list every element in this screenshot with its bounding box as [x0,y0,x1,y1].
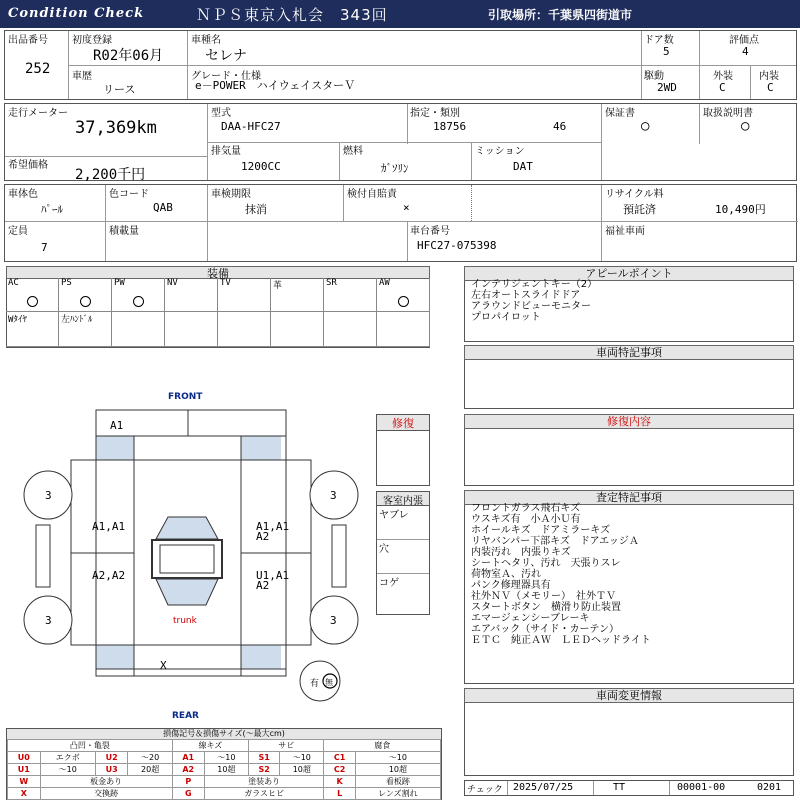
equipment-mark [6,296,58,310]
legend-meaning: 10超 [280,764,324,776]
info-row-2 [4,103,797,181]
type-label: 型式 [211,108,231,119]
legend-code: U0 [8,752,41,764]
price: 2,200千円 [75,167,146,183]
mark-right-rear-2: A2 [256,579,270,592]
mark-left-rear: A2,A2 [92,569,126,582]
inspection: 抹消 [245,203,267,216]
equipment-cell [271,312,324,347]
inspector-line: 荷物室Ａ、汚れ [471,569,541,580]
recycle-status: 預託済 [623,203,656,216]
inspector-line: エアバック（サイド・カーテン） [471,624,619,635]
body-color: ﾊﾟｰﾙ [41,203,63,216]
inspector-line: ホイールキズ ドアミラーキズ [471,525,611,536]
drive: 2WD [657,81,677,94]
special-notes-panel [464,345,794,409]
color-code: QAB [153,201,173,214]
appeal-line: プロパイロット [471,312,541,323]
change-panel [464,688,794,776]
legend-meaning: エクボ [40,752,95,764]
check-tt: TT [613,782,626,793]
legend-meaning: 交換跡 [40,788,172,800]
interior-title: 客室内張 [377,492,429,506]
legend-meaning: 板金あり [40,776,172,788]
inspector-panel [464,490,794,684]
equipment-cell [324,312,377,347]
legend-code: U2 [95,752,128,764]
mark-right-front-2: A2 [256,530,270,543]
drive-label: 駆動 [644,71,664,82]
legend-meaning: 〜20 [128,752,172,764]
legend-code: S2 [249,764,280,776]
grade-label: グレード・仕様 [191,71,261,82]
manual-label: 取扱説明書 [703,108,753,119]
inspector-line: シートヘタリ、汚れ 天張りスレ [471,558,621,569]
model-type: DAA-HFC27 [221,120,281,133]
grade: e－POWER ハイウェイスターＶ [195,79,356,92]
equipment-label: TV [220,278,231,288]
mark-bottom: X [160,659,167,672]
doors-label: ドア数 [644,35,674,46]
self-insurance: × [403,201,410,214]
inspect-label: 車検期限 [211,189,251,200]
class-no: 46 [553,120,567,133]
tire-fl: 3 [45,489,52,502]
fuel: ｶﾞｿﾘﾝ [381,162,409,175]
equipment-label: 革 [273,281,283,291]
legend-meaning: 20超 [128,764,172,776]
chassis-no: HFC27-075398 [417,239,497,252]
legend-code: A1 [172,752,204,764]
chassis-label: 車台番号 [410,226,450,237]
circle-mark [133,296,144,307]
legend-code: U3 [95,764,128,776]
name-label: 車種名 [191,35,221,46]
mark-roof-front: A1 [110,419,124,432]
inspector-line: パンク修理器具有 [471,580,551,591]
equipment-label: AW [379,278,390,288]
legend-meaning: 〜10 [40,764,95,776]
inspector-line: ＥＴＣ 純正ＡＷ ＬＥＤヘッドライト [471,635,651,646]
seats-label: 定員 [8,226,28,237]
equipment-mark [377,296,429,310]
reg-label: 初度登録 [72,35,112,46]
trunk-label: trunk [173,616,197,626]
warranty: ○ [641,118,650,134]
designation: 18756 [433,120,467,133]
inspector-line: リヤバンパー下部キズ ドアエッジＡ [471,536,639,547]
legend-header: サビ [249,740,324,752]
inspector-line: 内装汚れ 内張りキズ [471,547,571,558]
warranty-label: 保証書 [605,108,635,119]
auction-title: ＮＰＳ東京入札会 343回 [196,6,388,24]
equipment-cell [218,278,271,312]
check-id2: 0201 [757,782,782,793]
legend-code: K [324,776,355,788]
special-title: 車両特記事項 [464,345,794,360]
inspector-line: 社外ＮＶ（メモリー） 社外ＴＶ [471,591,616,602]
first-registration: R02年06月 [93,48,164,64]
interior-item: コゲ [379,578,399,589]
equipment-cell [165,312,218,347]
manual: ○ [741,118,750,134]
desig-label: 指定・類別 [410,108,460,119]
rear-label: REAR [172,711,199,721]
displacement: 1200CC [241,160,281,173]
recycle-label: リサイクル料 [605,189,664,200]
equipment-cell [6,278,59,312]
appeal-line: インテリジェントキー（2） [471,279,598,290]
legend-meaning: 〜10 [280,752,324,764]
logo: Condition Check [8,6,145,21]
appeal-line: 左右オートスライドドア [471,290,581,301]
score-label: 評価点 [729,35,759,46]
welfare-label: 福祉車両 [605,226,645,237]
load-label: 積載量 [109,226,139,237]
check-id1: 00001-00 [677,782,726,793]
equipment-label: 左ﾊﾝﾄﾞﾙ [61,315,93,325]
legend-code: C1 [324,752,355,764]
appeal-line: アラウンドビューモニター [471,301,591,312]
legend-code: P [172,776,204,788]
code-label: 色コード [109,189,149,200]
legend-header: 線キズ [172,740,248,752]
car-name: セレナ [205,48,247,64]
tire-rr: 3 [330,614,337,627]
spare-yes: 有 [310,679,320,689]
damage-legend [6,728,442,800]
inspector-line: フロントガラス飛石キズ [471,503,581,514]
circle-mark [27,296,38,307]
history-label: 車歴 [72,71,92,82]
equipment-mark [59,296,111,310]
pickup-location: 引取場所：千葉県四街道市 [488,8,633,22]
price-label: 希望価格 [8,160,48,171]
equipment-label: Wﾀｲﾔ [8,315,27,325]
equipment-label: NV [167,278,178,288]
circle-mark [80,296,91,307]
repair-box-label: 修復 [377,415,429,431]
seats: 7 [41,241,48,254]
mileage: 37,369km [75,118,157,138]
inspector-title: 査定特記事項 [464,490,794,505]
equipment-title: 装備 [6,266,430,279]
exterior-grade: C [719,81,726,94]
mission: DAT [513,160,533,173]
legend-meaning: 看板跡 [355,776,440,788]
fuel-label: 燃料 [343,146,363,157]
equipment-label: SR [326,278,337,288]
legend-code: W [8,776,41,788]
spare-no: 無 [325,678,333,687]
equipment-mark [112,296,164,310]
int-label: 内装 [759,71,779,82]
repair-title: 修復内容 [464,414,794,429]
equipment-cell [324,278,377,312]
tire-fr: 3 [330,489,337,502]
mileage-label: 走行メーター [8,108,68,119]
equipment-cell [377,278,430,312]
legend-code: U1 [8,764,41,776]
equipment-cell [112,312,165,347]
legend-header: 凸凹・亀裂 [8,740,173,752]
interior-box [376,491,430,615]
inspector-line: スタートボタン 横滑り防止装置 [471,602,621,613]
check-label: チェック [467,785,503,795]
legend-code: L [324,788,355,800]
footer-bar [464,780,794,796]
appeal-panel [464,266,794,342]
front-label: FRONT [168,392,203,402]
legend-meaning: 10超 [355,764,440,776]
ext-label: 外装 [713,71,733,82]
lot-no: 252 [25,61,51,77]
change-title: 車両変更情報 [464,688,794,703]
lot-no-label: 出品番号 [8,35,48,46]
color-label: 車体色 [8,189,38,200]
equipment-cell [377,312,430,347]
info-row-1 [4,30,797,100]
equipment-cell [218,312,271,347]
legend-code: A2 [172,764,204,776]
info-row-3 [4,184,797,262]
doors: 5 [663,45,670,58]
legend-meaning: 〜10 [355,752,440,764]
circle-mark [398,296,409,307]
equipment-label: PW [114,278,125,288]
legend-header: 腐食 [324,740,441,752]
equipment-cell [271,278,324,312]
interior-item: ヤブレ [377,506,429,540]
repair-box [376,414,430,486]
legend-meaning: レンズ割れ [355,788,440,800]
repair-panel [464,414,794,486]
legend-code: C2 [324,764,355,776]
equipment-cell [6,312,59,347]
inspector-line: エマージェンシーブレーキ [471,613,590,624]
legend-code: G [172,788,204,800]
legend-code: X [8,788,41,800]
equipment-cell [59,312,112,347]
legend-title: 損傷記号＆損傷サイズ(〜最大cm) [7,729,441,739]
check-date: 2025/07/25 [513,782,574,793]
legend-code: S1 [249,752,280,764]
mission-label: ミッション [475,146,525,157]
interior-grade: C [767,81,774,94]
tire-rl: 3 [45,614,52,627]
appeal-title: アピールポイント [464,266,794,281]
equipment-label: PS [61,278,72,288]
history: リース [103,83,136,96]
disp-label: 排気量 [211,146,241,157]
legend-meaning: 塗装あり [204,776,324,788]
inspector-line: ウスキズ有 小Ａ小Ｕ有 [471,514,581,525]
recycle-fee: 10,490円 [715,203,766,216]
header-bar [0,0,800,28]
equipment-cell [112,278,165,312]
score: 4 [742,45,749,58]
mark-right-rear-1: U1,A1 [256,569,290,582]
legend-meaning: 10超 [204,764,248,776]
equipment-cell [59,278,112,312]
legend-meaning: ガラスヒビ [204,788,324,800]
equipment-label: AC [8,278,19,288]
self-label: 検付自賠責 [347,189,397,200]
mark-right-front-1: A1,A1 [256,520,290,533]
equipment-cell [165,278,218,312]
legend-meaning: 〜10 [204,752,248,764]
interior-item: 穴 [377,540,429,574]
mark-left-front: A1,A1 [92,520,126,533]
